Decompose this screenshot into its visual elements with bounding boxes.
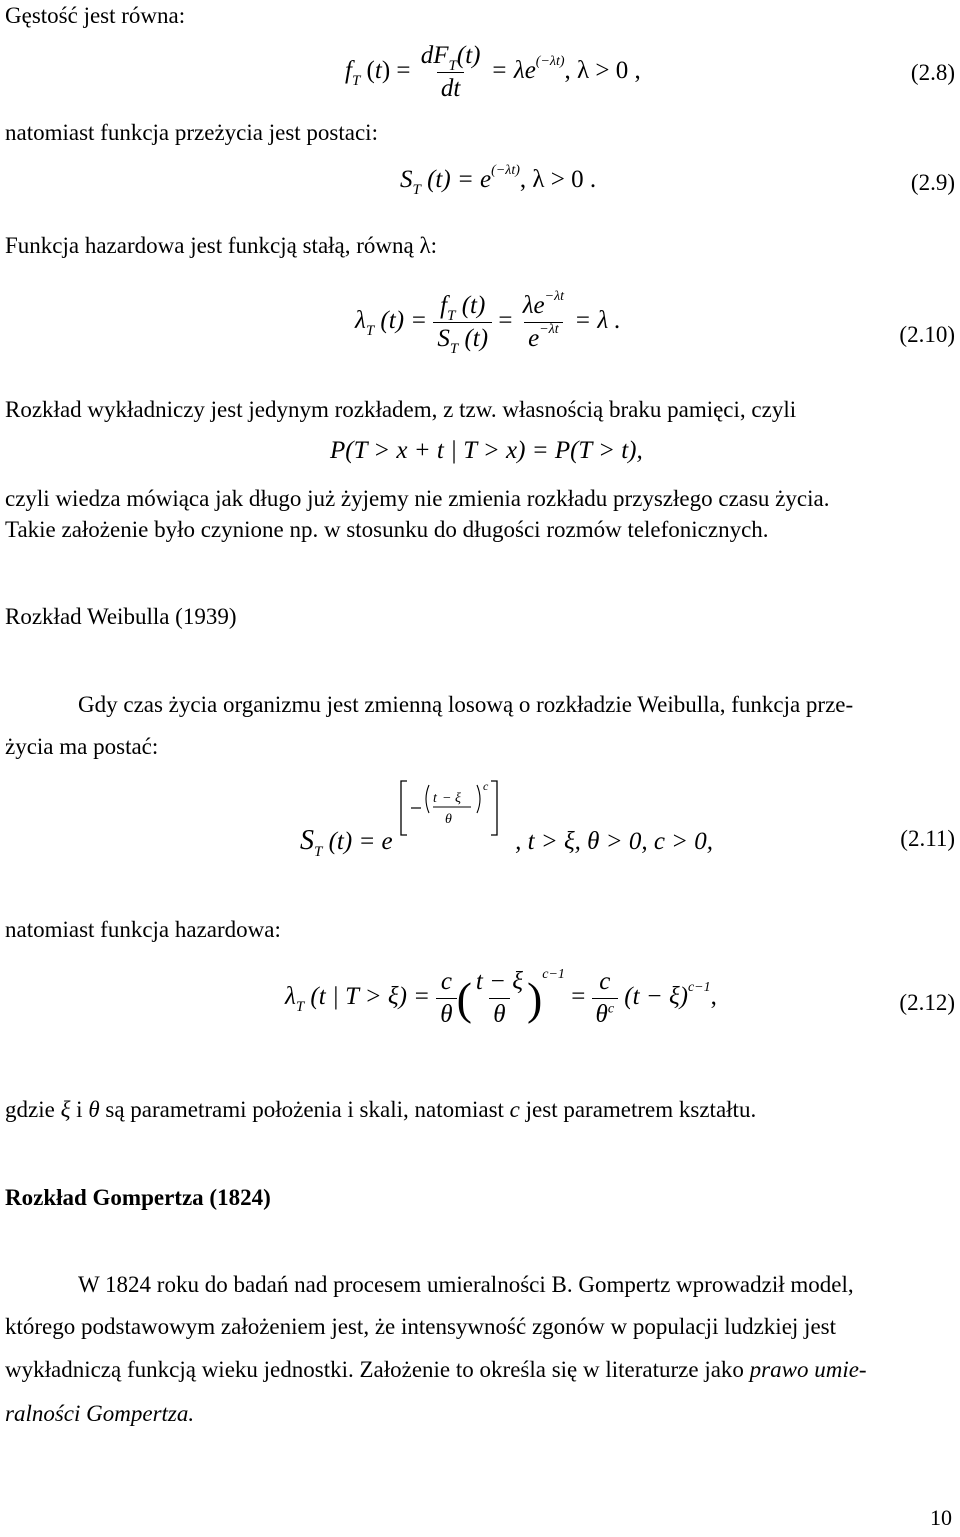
equation-number: (2.11) xyxy=(900,826,955,851)
paragraph-line: życia ma postać: xyxy=(5,734,159,759)
paragraph-line: którego podstawowym założeniem jest, że intensywność zgonów w populacji ludzkiej jest xyxy=(5,1314,836,1339)
fraction: $\frac{c}{\theta}$ xyxy=(436,968,456,1029)
parameters-line: gdzie ξ i θ są parametrami położenia i skali, natomiast c jest parametrem kształtu. xyxy=(5,1097,757,1122)
fraction: $\frac{f_T (t)}{S_T (t)}$ xyxy=(433,292,492,353)
equation-number: (2.8) xyxy=(910,60,955,85)
paragraph-line: wykładniczą funkcją wieku jednostki. Założenie to określa się w literaturze jako prawo umie- xyxy=(5,1357,867,1382)
fraction: $\frac{t - \xi}{\theta}$ xyxy=(475,968,523,1028)
page-number: 10 xyxy=(930,1505,952,1530)
paragraph-line: W 1824 roku do badań nad procesem umieralności B. Gompertz wprowadził model, xyxy=(78,1272,854,1297)
weibull-hazard-intro: natomiast funkcja hazardowa: xyxy=(5,917,281,942)
svg-text:−: − xyxy=(442,791,451,806)
section-heading: Rozkład Weibulla (1939) xyxy=(5,604,237,629)
survival-intro: natomiast funkcja przeżycia jest postaci: xyxy=(5,120,378,145)
svg-text:θ: θ xyxy=(444,812,452,827)
equation-number: (2.10) xyxy=(899,322,955,347)
paragraph-line: czyli wiedza mówiąca jak długo już żyjemy nie zmienia rozkładu przyszłego czasu życia. xyxy=(5,486,830,511)
memoryless-intro: Rozkład wykładniczy jest jedynym rozkładem, z tzw. własnością braku pamięci, czyli xyxy=(5,397,797,422)
equation-memoryless: P(T > x + t | T > x) = P(T > t), xyxy=(330,437,643,464)
equation-2-10: $\lambda_T$ (t) = $\frac{f_T (t)}{S_T (t)}$ = $\frac{\lambda e^{-\lambda t}}{e^{-\lambda t}}$ = λ . xyxy=(355,289,621,357)
equation-2-9: $S_T$ $(t) = e^{(-\lambda t)}$, λ > 0 . xyxy=(400,163,597,198)
svg-text:t: t xyxy=(432,791,437,806)
paragraph-line: ralności Gompertza. xyxy=(5,1401,195,1426)
exponent-bracket xyxy=(399,777,509,839)
equation-2-8: $f_T$ (t) = $\frac{dF_T(t)}{dt}$ = $\lambda e^{(-\lambda t)}$, λ > 0 , xyxy=(345,42,641,102)
section-heading: Rozkład Gompertza (1824) xyxy=(5,1185,271,1210)
svg-text:c: c xyxy=(482,779,489,793)
equation-number: (2.9) xyxy=(910,170,955,195)
equation-2-11: $S_T$ (t) = e t − ξ θ c , t > ξ, θ > 0, c > 0, xyxy=(300,779,714,860)
fraction: $\frac{dF_T(t)}{dt}$ xyxy=(420,42,481,102)
density-intro: Gęstość jest równa: xyxy=(5,3,186,28)
hazard-intro: Funkcja hazardowa jest funkcją stałą, równą λ: xyxy=(5,233,438,258)
paragraph-line: Takie założenie było czynione np. w stosunku do długości rozmów telefonicznych. xyxy=(5,517,769,542)
paragraph-line: Gdy czas życia organizmu jest zmienną losową o rozkładzie Weibulla, funkcja prze- xyxy=(78,692,854,717)
equation-number: (2.12) xyxy=(899,990,955,1015)
fraction: $\frac{c}{\theta^c}$ xyxy=(592,968,619,1029)
fraction: $\frac{\lambda e^{-\lambda t}}{e^{-\lambda t}}$ xyxy=(522,289,565,352)
equation-2-12: $\lambda_T$ (t | T > ξ) = $\frac{c}{\theta}$ ( $\frac{t - \xi}{\theta}$ )$^{c-1}$ = $\frac{c}{\theta^c}$ $(t - \xi)^{c-1}$, xyxy=(285,967,717,1028)
svg-text:ξ: ξ xyxy=(454,791,461,806)
